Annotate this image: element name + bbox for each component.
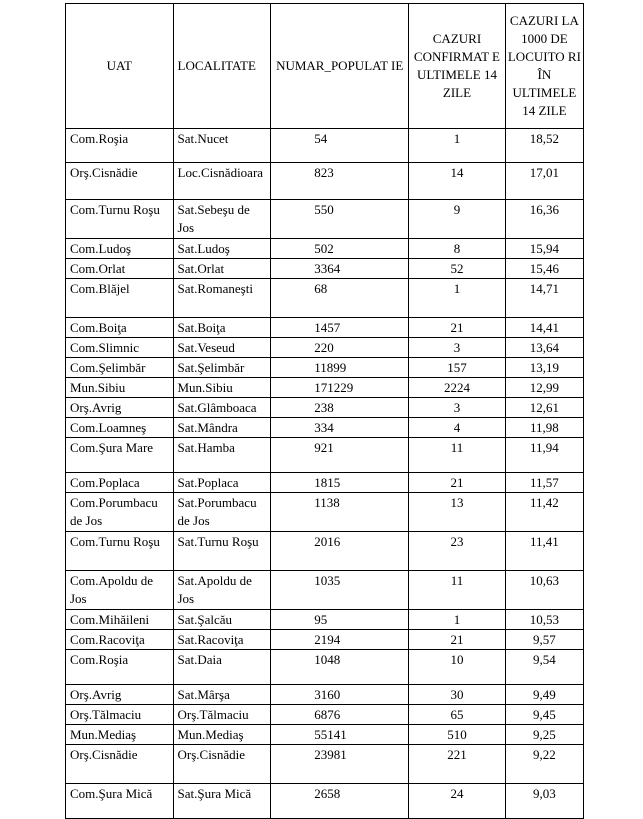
cell-localitate: Mun.Mediaş	[173, 725, 271, 745]
table-row	[66, 725, 584, 745]
cell-uat: Com.Ludoş	[66, 239, 174, 259]
cell-rata: 13,19	[505, 358, 583, 378]
cell-populatie: 171229	[271, 378, 409, 398]
cell-localitate: Sat.Şalcău	[173, 610, 271, 630]
cell-populatie: 11899	[271, 358, 409, 378]
table-header-row	[66, 4, 584, 129]
cell-rata: 9,45	[505, 705, 583, 725]
cell-uat: Com.Roşia	[66, 650, 174, 685]
table-row	[66, 685, 584, 705]
cell-uat: Com.Mihăileni	[66, 610, 174, 630]
header-uat: UAT	[66, 4, 174, 129]
cell-localitate: Sat.Mârşa	[173, 685, 271, 705]
cell-rata: 14,71	[505, 279, 583, 318]
cell-populatie: 1457	[271, 318, 409, 338]
cell-localitate: Sat.Sebeşu de Jos	[173, 200, 271, 239]
cell-rata: 12,61	[505, 398, 583, 418]
cell-uat: Com.Apoldu de Jos	[66, 571, 174, 610]
cell-localitate: Sat.Turnu Roşu	[173, 532, 271, 571]
cell-populatie: 54	[271, 129, 409, 163]
header-localitate: LOCALITATE	[173, 4, 271, 129]
cell-uat: Com.Slimnic	[66, 338, 174, 358]
cell-populatie: 1035	[271, 571, 409, 610]
table-row	[66, 279, 584, 318]
cell-rata: 9,25	[505, 725, 583, 745]
cell-localitate: Sat.Nucet	[173, 129, 271, 163]
cell-uat: Com.Turnu Roşu	[66, 532, 174, 571]
cell-localitate: Mun.Sibiu	[173, 378, 271, 398]
cell-populatie: 6876	[271, 705, 409, 725]
cell-rata: 15,94	[505, 239, 583, 259]
cell-cazuri: 8	[409, 239, 506, 259]
cell-uat: Mun.Mediaş	[66, 725, 174, 745]
cell-uat: Com.Loamneş	[66, 418, 174, 438]
cell-populatie: 2194	[271, 630, 409, 650]
cell-uat: Orş.Avrig	[66, 398, 174, 418]
cell-rata: 10,53	[505, 610, 583, 630]
table-row	[66, 473, 584, 493]
table-row	[66, 200, 584, 239]
cell-cazuri: 21	[409, 473, 506, 493]
cell-populatie: 55141	[271, 725, 409, 745]
cell-cazuri: 9	[409, 200, 506, 239]
cell-rata: 9,22	[505, 745, 583, 784]
cell-populatie: 3364	[271, 259, 409, 279]
table-row	[66, 571, 584, 610]
cell-cazuri: 11	[409, 571, 506, 610]
cell-cazuri: 1	[409, 279, 506, 318]
cell-cazuri: 4	[409, 418, 506, 438]
cell-populatie: 23981	[271, 745, 409, 784]
cell-populatie: 550	[271, 200, 409, 239]
cell-cazuri: 3	[409, 338, 506, 358]
cell-cazuri: 14	[409, 163, 506, 200]
cell-rata: 9,49	[505, 685, 583, 705]
cell-populatie: 823	[271, 163, 409, 200]
table-row	[66, 650, 584, 685]
cell-uat: Com.Roşia	[66, 129, 174, 163]
table-row	[66, 745, 584, 784]
cell-uat: Com.Şelimbăr	[66, 358, 174, 378]
cell-cazuri: 2224	[409, 378, 506, 398]
cell-localitate: Sat.Mândra	[173, 418, 271, 438]
cell-rata: 13,64	[505, 338, 583, 358]
cell-rata: 17,01	[505, 163, 583, 200]
cell-populatie: 238	[271, 398, 409, 418]
cell-cazuri: 23	[409, 532, 506, 571]
table-row	[66, 493, 584, 532]
cell-rata: 11,94	[505, 438, 583, 473]
table-row	[66, 418, 584, 438]
cell-rata: 9,54	[505, 650, 583, 685]
cell-rata: 11,98	[505, 418, 583, 438]
cell-cazuri: 21	[409, 630, 506, 650]
table-row	[66, 163, 584, 200]
cell-localitate: Sat.Hamba	[173, 438, 271, 473]
cell-populatie: 502	[271, 239, 409, 259]
cell-rata: 14,41	[505, 318, 583, 338]
cell-uat: Com.Turnu Roşu	[66, 200, 174, 239]
header-cazuri: CAZURI CONFIRMAT E ULTIMELE 14 ZILE	[409, 4, 506, 129]
cell-populatie: 3160	[271, 685, 409, 705]
cell-uat: Orş.Cisnădie	[66, 163, 174, 200]
header-populatie: NUMAR_POPULAT IE	[271, 4, 409, 129]
cell-cazuri: 1	[409, 610, 506, 630]
covid-incidence-table	[65, 3, 584, 819]
cell-populatie: 95	[271, 610, 409, 630]
cell-rata: 11,57	[505, 473, 583, 493]
cell-populatie: 1138	[271, 493, 409, 532]
cell-uat: Mun.Sibiu	[66, 378, 174, 398]
cell-cazuri: 157	[409, 358, 506, 378]
table-row	[66, 318, 584, 338]
cell-uat: Orş.Cisnădie	[66, 745, 174, 784]
cell-rata: 10,63	[505, 571, 583, 610]
table-row	[66, 610, 584, 630]
cell-cazuri: 10	[409, 650, 506, 685]
cell-localitate: Sat.Orlat	[173, 259, 271, 279]
cell-uat: Com.Blăjel	[66, 279, 174, 318]
cell-cazuri: 21	[409, 318, 506, 338]
cell-uat: Orş.Avrig	[66, 685, 174, 705]
cell-populatie: 921	[271, 438, 409, 473]
cell-localitate: Sat.Glâmboaca	[173, 398, 271, 418]
cell-localitate: Sat.Veseud	[173, 338, 271, 358]
cell-populatie: 334	[271, 418, 409, 438]
cell-rata: 18,52	[505, 129, 583, 163]
cell-populatie: 2658	[271, 784, 409, 819]
cell-populatie: 220	[271, 338, 409, 358]
cell-uat: Orş.Tălmaciu	[66, 705, 174, 725]
table-row	[66, 358, 584, 378]
cell-cazuri: 1	[409, 129, 506, 163]
cell-cazuri: 3	[409, 398, 506, 418]
cell-rata: 16,36	[505, 200, 583, 239]
cell-cazuri: 11	[409, 438, 506, 473]
cell-localitate: Orş.Tălmaciu	[173, 705, 271, 725]
table-row	[66, 630, 584, 650]
cell-localitate: Loc.Cisnădioara	[173, 163, 271, 200]
cell-populatie: 68	[271, 279, 409, 318]
cell-populatie: 1815	[271, 473, 409, 493]
cell-cazuri: 52	[409, 259, 506, 279]
table-row	[66, 532, 584, 571]
cell-rata: 11,42	[505, 493, 583, 532]
table-row	[66, 259, 584, 279]
cell-localitate: Orş.Cisnădie	[173, 745, 271, 784]
cell-localitate: Sat.Romaneşti	[173, 279, 271, 318]
cell-localitate: Sat.Racoviţa	[173, 630, 271, 650]
cell-cazuri: 30	[409, 685, 506, 705]
cell-rata: 12,99	[505, 378, 583, 398]
cell-uat: Com.Boiţa	[66, 318, 174, 338]
cell-rata: 9,57	[505, 630, 583, 650]
cell-localitate: Sat.Şura Mică	[173, 784, 271, 819]
table-row	[66, 398, 584, 418]
cell-cazuri: 13	[409, 493, 506, 532]
cell-localitate: Sat.Porumbacu de Jos	[173, 493, 271, 532]
cell-cazuri: 510	[409, 725, 506, 745]
cell-populatie: 1048	[271, 650, 409, 685]
table-row	[66, 239, 584, 259]
cell-rata: 15,46	[505, 259, 583, 279]
cell-populatie: 2016	[271, 532, 409, 571]
cell-localitate: Sat.Ludoş	[173, 239, 271, 259]
table-row	[66, 129, 584, 163]
cell-cazuri: 221	[409, 745, 506, 784]
table-row	[66, 438, 584, 473]
cell-rata: 11,41	[505, 532, 583, 571]
cell-uat: Com.Poplaca	[66, 473, 174, 493]
cell-uat: Com.Racoviţa	[66, 630, 174, 650]
table-row	[66, 705, 584, 725]
cell-localitate: Sat.Daia	[173, 650, 271, 685]
cell-rata: 9,03	[505, 784, 583, 819]
table-row	[66, 378, 584, 398]
header-rata: CAZURI LA 1000 DE LOCUITO RI ÎN ULTIMELE 14 ZILE	[505, 4, 583, 129]
cell-uat: Com.Porumbacu de Jos	[66, 493, 174, 532]
cell-localitate: Sat.Boiţa	[173, 318, 271, 338]
cell-uat: Com.Orlat	[66, 259, 174, 279]
cell-localitate: Sat.Poplaca	[173, 473, 271, 493]
cell-uat: Com.Şura Mare	[66, 438, 174, 473]
table-row	[66, 338, 584, 358]
cell-uat: Com.Şura Mică	[66, 784, 174, 819]
cell-cazuri: 24	[409, 784, 506, 819]
cell-localitate: Sat.Apoldu de Jos	[173, 571, 271, 610]
cell-localitate: Sat.Şelimbăr	[173, 358, 271, 378]
cell-cazuri: 65	[409, 705, 506, 725]
